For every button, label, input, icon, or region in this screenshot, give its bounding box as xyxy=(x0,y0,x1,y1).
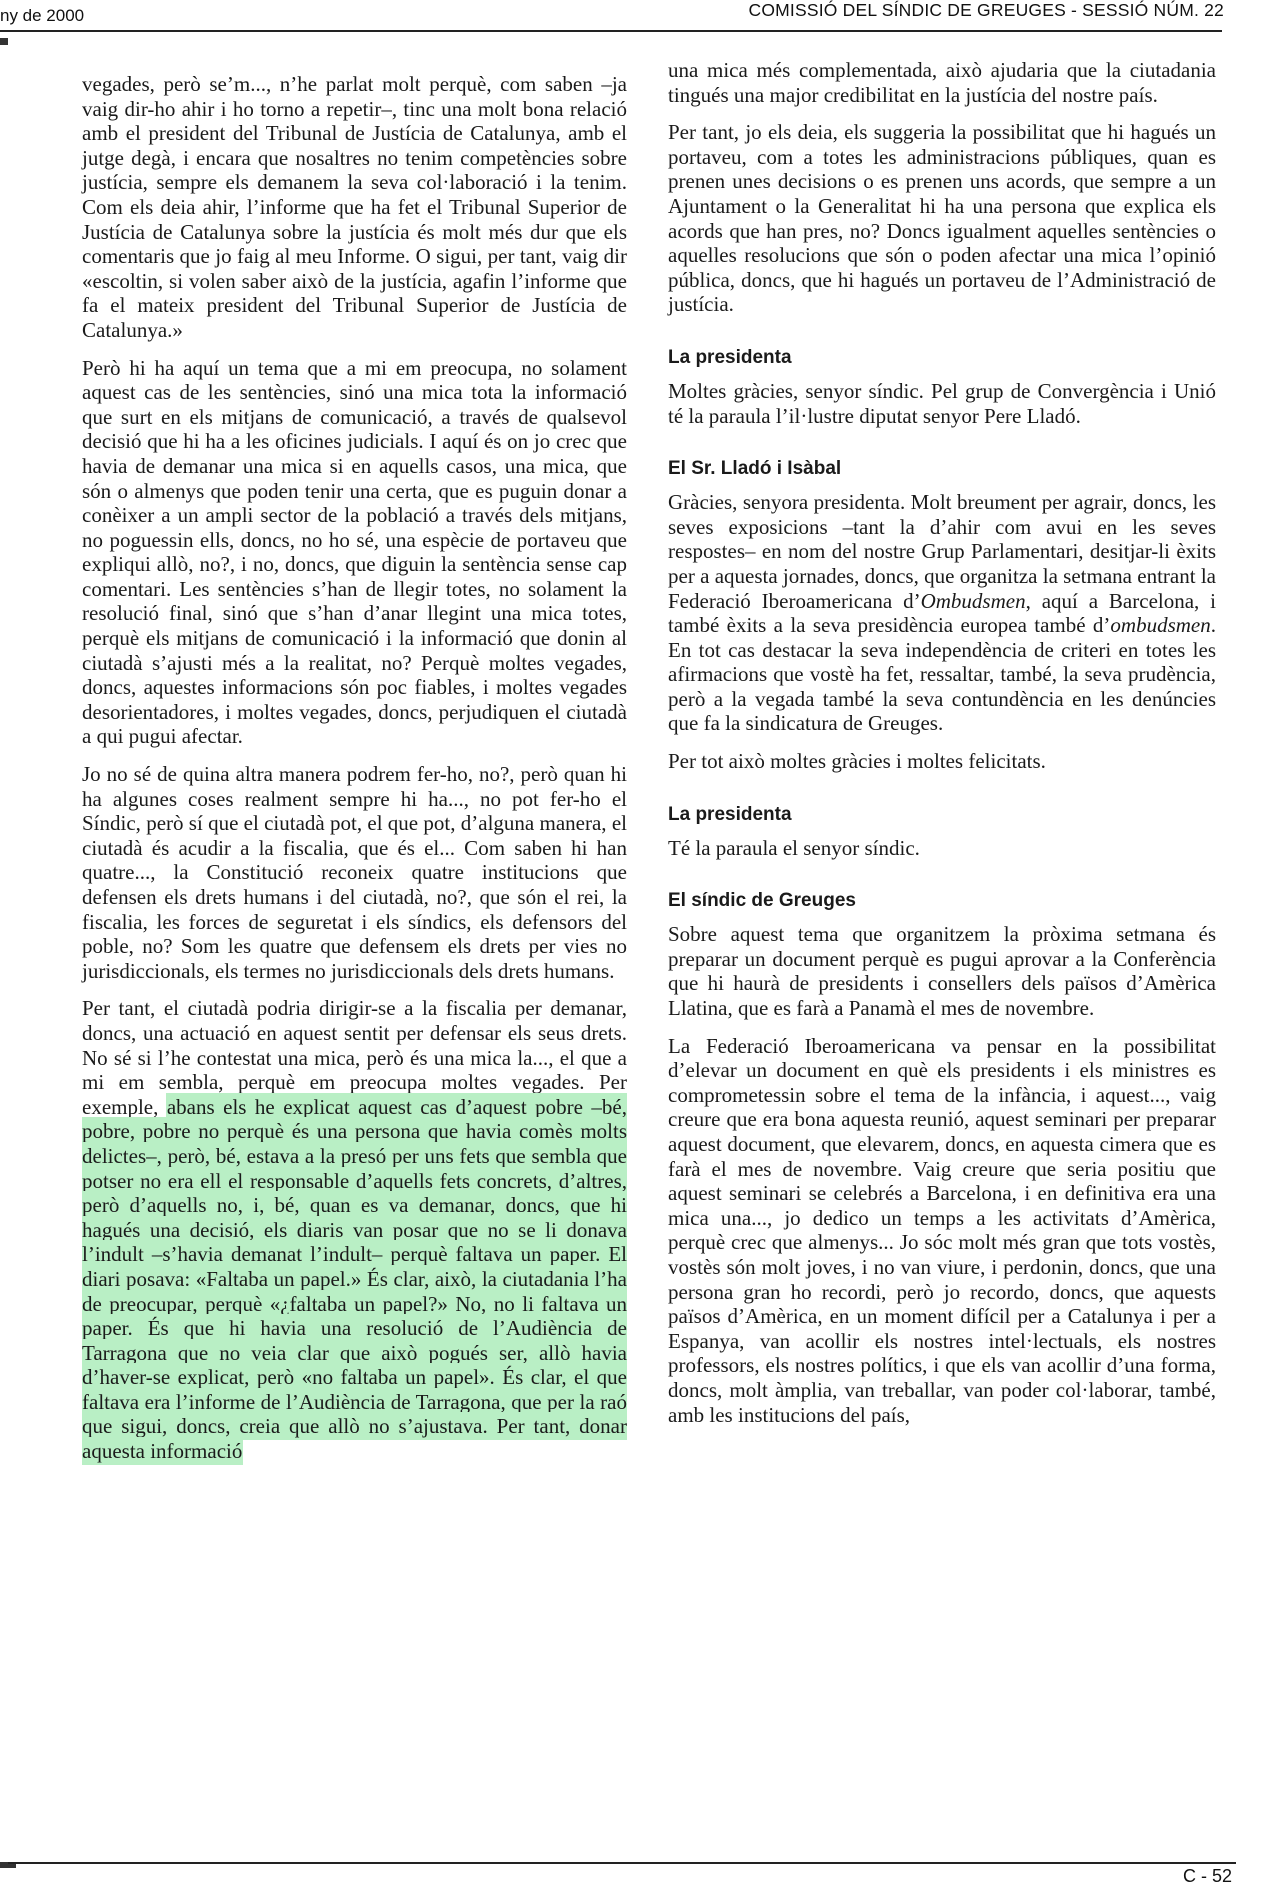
paragraph: Per tot això moltes gràcies i moltes felicitats. xyxy=(668,749,1046,774)
highlighted-text: abans els he explicat aquest cas d’aquest pobre –bé, pobre, pobre no perquè és una persona que havia comès molts delictes–, però, bé, estava a la presó per uns fets que sembla que potser no era ell el responsable d’aquells fets concrets, d’altres, però d’aquells no, i, bé, quan es va demanar, doncs, que hi hagués una decisió, els diaris van posar que no se li donava l’indult –s’havia demanat l’indult– perquè faltava un paper. El diari posava: «Faltaba un papel.» És clar, això, la ciutadania l’ha de preocupar, perquè «¿faltaba un papel?» No, no li faltava un paper. És que hi havia una resolució de l’Audiència de Tarragona que no veia clar que això pogués ser, allò havia d’haver-se explicat, però «no faltaba un papel». És clar, el que faltava era l’informe de l’Audiència de Tarragona, que per la raó que sigui, doncs, creia que allò no s’ajustava. Per tant, donar aquesta informació xyxy=(82,1094,627,1464)
paragraph-text: Per tant, el ciutadà podria dirigir-se a la fiscalia per demanar, doncs, una actuació en aquest sentit per defensar els seus drets. No sé si l’he contestat una mica, però és una mica la..., el que a mi em sembla, perquè em preocupa moltes vegades. Per exemple, xyxy=(82,996,627,1119)
speaker-heading: La presidenta xyxy=(668,803,792,825)
paragraph: Per tant, jo els deia, els suggeria la possibilitat que hi hagués un portaveu, com a totes les administracions públiques, quan es prenen unes decisions o es prenen uns acords, que sempre a un Ajuntament o la Generalitat hi ha una persona que explica els acords que han pres, no? Doncs igualment aquelles sentències o aquelles resolucions que són o poden afectar una mica l’opinió pública, doncs, que hi hagués un portaveu de l’Administració de justícia. xyxy=(668,120,1216,317)
header-marker xyxy=(0,38,8,45)
paragraph: vegades, però se’m..., n’he parlat molt perquè, com saben –ja vaig dir-ho ahir i ho torno a repetir–, tinc una molt bona relació amb el president del Tribunal de Justícia de Catalunya, amb el jutge degà, i encara que nosaltres no tenim competències sobre justícia, sempre els demanem la seva col·laboració i la tenim. Com els deia ahir, l’informe que ha fet el Tribunal Superior de Justícia de Catalunya sobre la justícia és molt més dur que els comentaris que jo faig al meu Informe. O sigui, per tant, vaig dir «escoltin, si volen saber això de la justícia, agafin l’informe que fa el mateix president del Tribunal Superior de Justícia de Catalunya.» xyxy=(82,72,627,342)
paragraph: La Federació Iberoamericana va pensar en la possibilitat d’elevar un document en què els presidents i els ministres es comprometessin sobre el tema de la infància, i aquest..., vaig creure que era bona aquesta reunió, aquest seminari per preparar aquest document, que elevarem, doncs, en aquesta cimera que es farà el mes de novembre. Vaig creure que seria positiu que aquest seminari se celebrés a Barcelona, i en definitiva era una mica una..., jo dedico un temps a les activitats d’Amèrica, perquè crec que almenys... Jo sóc molt més gran que tots vostès, vostès són molt joves, i no van viure, i perdonin, doncs, que una persona gran ho recordi, però jo recordo, doncs, que aquests països d’Amèrica, en un moment difícil per a Catalunya i per a Espanya, van acollir els nostres intel·lectuals, els nostres professors, els nostres polítics, i que els van acollir d’una forma, doncs, molt àmplia, van treballar, van poder col·laborar, també, amb les institucions del país, xyxy=(668,1033,1216,1427)
paragraph: Sobre aquest tema que organitzem la pròxima setmana és preparar un document perquè es pugui aprovar a la Conferència que hi haurà de presidents i consellers dels països d’Amèrica Llatina, que es farà a Panamà el mes de novembre. xyxy=(668,922,1216,1021)
paragraph: Té la paraula el senyor síndic. xyxy=(668,835,920,860)
paragraph-text: Gràcies, senyora presidenta. Molt breument per agrair, doncs, les seves exposicions –tant la d’ahir com avui en les seves respostes– en nom del nostre Grup Parlamentari, desitjar-li èxits per a aquesta jornades, doncs, que organitza la setmana entrant la Federació Iberoamericana d’ xyxy=(668,490,1216,613)
speaker-heading: La presidenta xyxy=(668,346,792,368)
speaker-heading: El síndic de Greuges xyxy=(668,890,856,912)
paragraph-text: , aquí a Barcelona, i també èxits a la seva presidència europea també d’ xyxy=(668,588,1216,638)
paragraph: una mica més complementada, això ajudaria que la ciutadania tingués una major credibilitat en la justícia del nostre país. xyxy=(668,58,1216,107)
paragraph-text: . En tot cas destacar la seva independència de criteri en totes les afirmacions que vostè ha fet, ressaltar, també, la seva prudència, però a la vegada també la seva contundència en les denúncies que fa la sindicatura de Greuges. xyxy=(668,613,1216,736)
speaker-heading: El Sr. Lladó i Isàbal xyxy=(668,458,842,480)
header-rule xyxy=(0,30,1222,32)
header-date: ny de 2000 xyxy=(0,6,85,25)
footer-rule xyxy=(8,1862,1236,1864)
paragraph: Moltes gràcies, senyor síndic. Pel grup de Convergència i Unió té la paraula l’il·lustre diputat senyor Pere Lladó. xyxy=(668,378,1216,428)
paragraph: Jo no sé de quina altra manera podrem fer-ho, no?, però quan hi ha algunes coses realment sempre hi ha..., no pot fer-ho el Síndic, però sí que el ciutadà pot, el que pot, d’alguna manera, el ciutadà és acudir a la fiscalia, que és el... Com saben hi han quatre..., la Constitució reconeix quatre institucions que defensen els drets humans i del ciutadà, no?, que són el rei, la fiscalia, les forces de seguretat i els síndics, els defensors del poble, no? Som les quatre que defensem els drets per vies no jurisdiccionals, els termes no jurisdiccionals dels drets humans. xyxy=(82,762,627,983)
left-column xyxy=(82,72,627,1477)
italic-term: ombudsmen xyxy=(1110,613,1211,638)
italic-term: Ombudsmen xyxy=(920,588,1026,613)
paragraph xyxy=(668,490,1216,736)
page-number: C - 52 xyxy=(1182,1866,1232,1886)
right-column xyxy=(668,58,1216,1440)
paragraph xyxy=(82,996,627,1463)
paragraph: Però hi ha aquí un tema que a mi em preocupa, no solament aquest cas de les sentències, sinó una mica tota la informació que surt en els mitjans de comunicació, a través de qualsevol decisió que hi ha a les oficines judicials. I aquí és on jo crec que havia de demanar una mica si en aquells casos, una mica, que són o almenys que poden tenir una certa, que es puguin donar a conèixer a un ampli sector de la població a través dels mitjans, no poguessin ells, doncs, no ho sé, una espècie de portaveu que expliqui allò, no?, i no, doncs, que diguin la sentència sense cap comentari. Les sentències s’han de llegir totes, no solament la resolució final, sinó que s’han d’anar llegint una mica totes, perquè els mitjans de comunicació i la informació que donin al ciutadà s’ajusti més a la realitat, no? Perquè moltes vegades, doncs, aquestes informacions són poc fiables, i moltes vegades desorientadores, i moltes vegades, doncs, perjudiquen el ciutadà a qui pugui afectar. xyxy=(82,355,627,749)
header-session-title: COMISSIÓ DEL SÍNDIC DE GREUGES - SESSIÓ NÚM. 22 xyxy=(748,0,1224,20)
